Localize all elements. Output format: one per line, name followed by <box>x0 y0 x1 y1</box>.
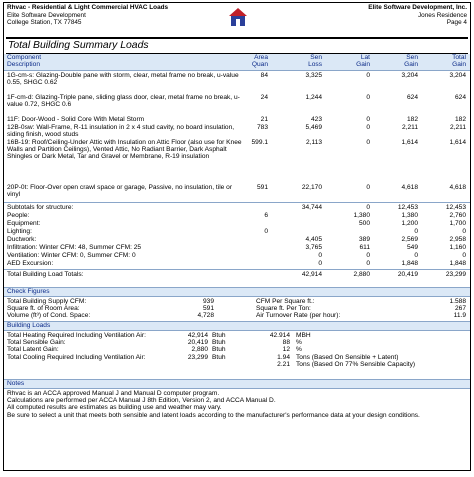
total-row: Total Building Load Totals: 42,914 2,880 20,419 23,299 <box>7 270 466 278</box>
header-divider <box>6 37 468 39</box>
table-row: AED Excursion: 0 0 1,848 1,848 <box>7 259 466 267</box>
company-city: College Station, TX 77845 <box>7 19 82 27</box>
report-header <box>4 3 470 37</box>
table-row: Square ft. of Room Area: 591 Square ft. Per Ton: 267 <box>7 304 466 312</box>
table-row: 16B-19: Roof/Ceiling-Under Attic with Insulation on Attic Floor (also use for Knee Walls and Partition Ceilings), Vented Attic, No Radiant Barrier, Dark Asphalt Shingles or Dark Metal, Tar and Gravel or Membrane, R-19 insulation 599.1 2,113 0 1,614 1,614 <box>7 138 466 161</box>
table-row: Total Latent Gain: 2,880 Btuh 12 % <box>7 346 302 354</box>
page-number: Page 4 <box>446 19 467 27</box>
col-sen-gain: Sen Gain <box>404 53 418 68</box>
vendor-name: Elite Software Development, Inc. <box>368 4 467 11</box>
col-lat-gain: Lat Gain <box>356 53 370 68</box>
table-row: 1G-cm-s: Glazing-Double pane with storm, clear, metal frame no break, u-value 0.55, SHGC 0.62 84 3,325 0 3,204 3,204 <box>7 71 466 86</box>
note-line: All computed results are estimates as building use and weather may vary. <box>7 404 222 412</box>
building-loads-heading: Building Loads <box>4 321 470 331</box>
report-page <box>3 2 471 471</box>
table-row: Total Building Supply CFM: 939 CFM Per Square ft.: 1.588 <box>7 297 466 305</box>
notes-body <box>4 389 470 420</box>
note-line: Calculations are performed per ACCA Manual J 8th Edition, Version 2, and ACCA Manual D. <box>7 396 276 404</box>
check-figures-table <box>4 297 470 321</box>
table-row: Total Cooling Required Including Ventilation Air: 23,299 Btuh 1.94 Tons (Based On Sensible + Latent) <box>7 353 399 361</box>
table-row: Infiltration: Winter CFM: 48, Summer CFM: 25 3,765 611 549 1,160 <box>7 243 466 251</box>
column-headers <box>4 54 470 71</box>
table-row: 12B-0sw: Wall-Frame, R-11 insulation in 2 x 4 stud cavity, no board insulation, siding finish, wood studs 783 5,469 0 2,211 2,211 <box>7 123 466 138</box>
header-left <box>7 4 168 27</box>
table-row: Ductwork: 4,405 389 2,569 2,958 <box>7 235 466 243</box>
table-row: Subtotals for structure: 34,744 0 12,453 12,453 <box>7 203 466 211</box>
table-row: 1F-cm-d: Glazing-Triple pane, sliding glass door, clear, metal frame no break, u-value 0.72, SHGC 0.6 24 1,244 0 624 624 <box>7 93 466 108</box>
table-row: Total Heating Required Including Ventilation Air: 42,914 Btuh 42.914 MBH <box>7 331 311 339</box>
col-total-gain: Total Gain <box>452 53 466 68</box>
table-row: Total Sensible Gain: 20,419 Btuh 88 % <box>7 338 302 346</box>
table-row: 2.21 Tons (Based On 77% Sensible Capacity) <box>277 361 416 369</box>
program-name: Rhvac - Residential & Light Commercial HVAC Loads <box>7 4 169 11</box>
table-row: Lighting: 0 0 0 <box>7 227 466 235</box>
note-line: Rhvac is an ACCA approved Manual J and Manual D computer program. <box>7 389 220 397</box>
table-row: 20P-0t: Floor-Over open crawl space or garage, Passive, no insulation, tile or vinyl 591 22,170 0 4,618 4,618 <box>7 183 466 198</box>
subtotals-table <box>4 203 470 269</box>
table-row: People: 6 1,380 1,380 2,760 <box>7 211 466 219</box>
table-row: Volume (ft³) of Cond. Space: 4,728 Air Turnover Rate (per hour): 11.9 <box>7 311 466 319</box>
components-table <box>4 71 470 202</box>
notes-heading: Notes <box>4 379 470 389</box>
building-loads-table <box>4 331 470 377</box>
table-row: Equipment: 500 1,200 1,700 <box>7 219 466 227</box>
project-name: Jones Residence <box>417 11 467 19</box>
col-sen-loss: Sen Loss <box>308 53 322 68</box>
table-row: 11F: Door-Wood - Solid Core With Metal Storm 21 423 0 182 182 <box>7 115 466 123</box>
note-line: Be sure to select a unit that meets both sensible and latent loads according to the manufacturer's performance data at your design conditions. <box>7 411 420 419</box>
company-name: Elite Software Development <box>7 11 86 19</box>
header-right <box>368 4 467 27</box>
page-title: Total Building Summary Loads <box>8 39 149 51</box>
check-figures-heading: Check Figures <box>4 287 470 297</box>
col-area: Area Quan <box>251 53 268 68</box>
table-row: Ventilation: Winter CFM: 0, Summer CFM: 0 0 0 0 0 <box>7 251 466 259</box>
col-component: Component Description <box>7 53 42 68</box>
house-logo-icon <box>228 7 248 27</box>
